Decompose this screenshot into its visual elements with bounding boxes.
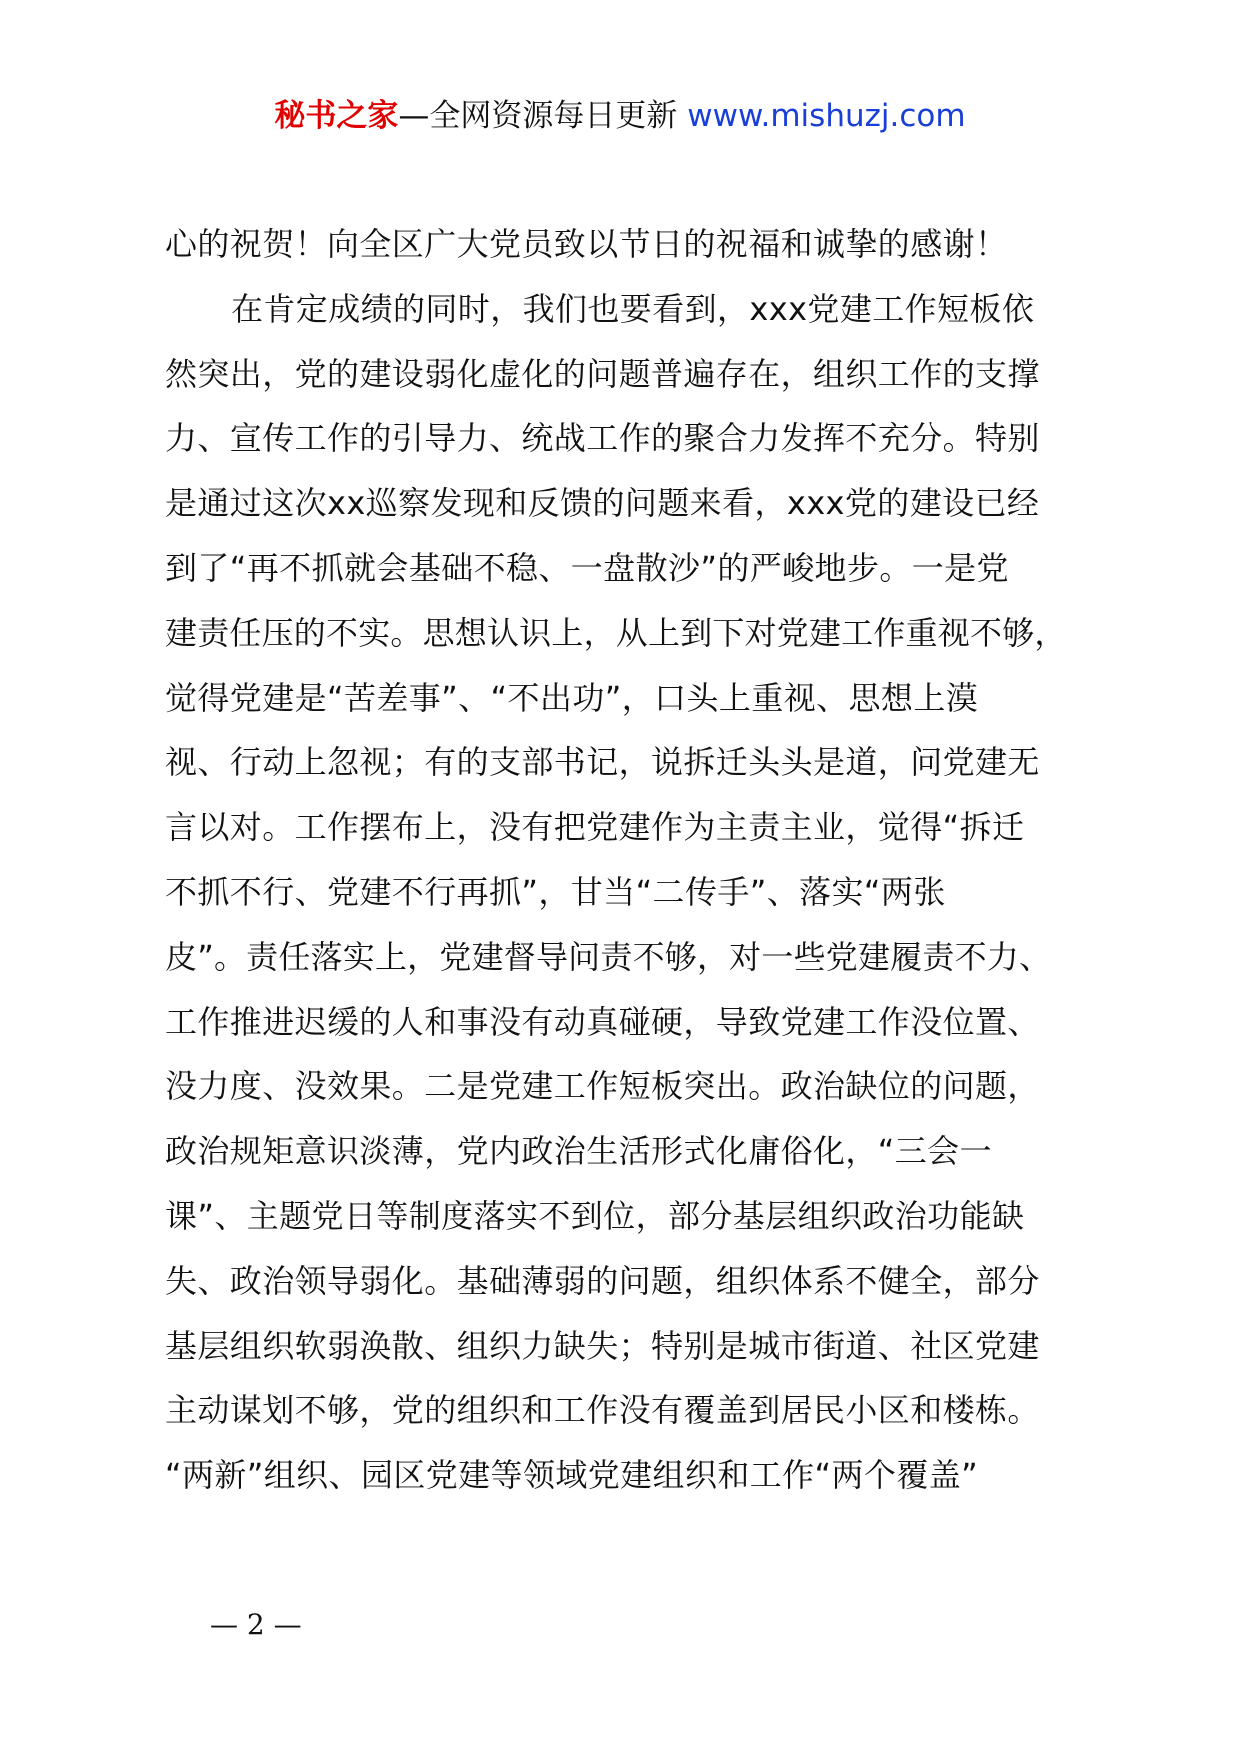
paragraph-line: 然突出，党的建设弱化虚化的问题普遍存在，组织工作的支撑 — [165, 354, 1040, 393]
site-banner — [0, 96, 1240, 136]
paragraph-line: 在肯定成绩的同时，我们也要看到，xxx党建工作短板依 — [231, 289, 1035, 328]
paragraph-line: 建责任压的不实。思想认识上，从上到下对党建工作重视不够， — [165, 613, 1067, 652]
paragraph-line: 言以对。工作摆布上，没有把党建作为主责主业，觉得“拆迁 — [165, 808, 1025, 847]
paragraph-line: 失、政治领导弱化。基础薄弱的问题，组织体系不健全，部分 — [165, 1261, 1040, 1300]
site-url-link[interactable]: www.mishuzj.com — [687, 98, 966, 134]
paragraph-line: 主动谋划不够，党的组织和工作没有覆盖到居民小区和楼栋。 — [165, 1391, 1040, 1430]
paragraph-line: 视、行动上忽视；有的支部书记，说拆迁头头是道，问党建无 — [165, 743, 1040, 782]
paragraph-line: 政治规矩意识淡薄，党内政治生活形式化庸俗化，“三会一 — [165, 1132, 992, 1171]
paragraph-line: 是通过这次xx巡察发现和反馈的问题来看，xxx党的建设已经 — [165, 484, 1040, 523]
banner-tagline: —全网资源每日更新 — [398, 98, 678, 134]
paragraph-line: 工作推进迟缓的人和事没有动真碰硬，导致党建工作没位置、 — [165, 1002, 1040, 1041]
paragraph-line: 觉得党建是“苦差事”、“不出功”，口头上重视、思想上漠 — [165, 678, 979, 717]
brand-name: 秘书之家 — [274, 98, 399, 134]
paragraph-line: 不抓不行、党建不行再抓”，甘当“二传手”、落实“两张 — [165, 872, 946, 911]
paragraph-line: 基层组织软弱涣散、组织力缺失；特别是城市街道、社区党建 — [165, 1326, 1040, 1365]
paragraph-line: 心的祝贺！向全区广大党员致以节日的祝福和诚挚的感谢！ — [165, 225, 1008, 263]
paragraph-line: 力、宣传工作的引导力、统战工作的聚合力发挥不充分。特别 — [165, 419, 1040, 458]
paragraph-line: 皮”。责任落实上，党建督导问责不够，对一些党建履责不力、 — [165, 937, 1052, 976]
paragraph-line: “两新”组织、园区党建等领域党建组织和工作“两个覆盖” — [165, 1456, 979, 1495]
paragraph-line: 到了“再不抓就会基础不稳、一盘散沙”的严峻地步。一是党 — [165, 548, 1009, 587]
page-number: — 2 — — [210, 1608, 302, 1641]
paragraph-line: 课”、主题党日等制度落实不到位，部分基层组织政治功能缺 — [165, 1196, 1025, 1235]
document-body — [165, 212, 1115, 1508]
paragraph-line: 没力度、没效果。二是党建工作短板突出。政治缺位的问题， — [165, 1067, 1040, 1106]
